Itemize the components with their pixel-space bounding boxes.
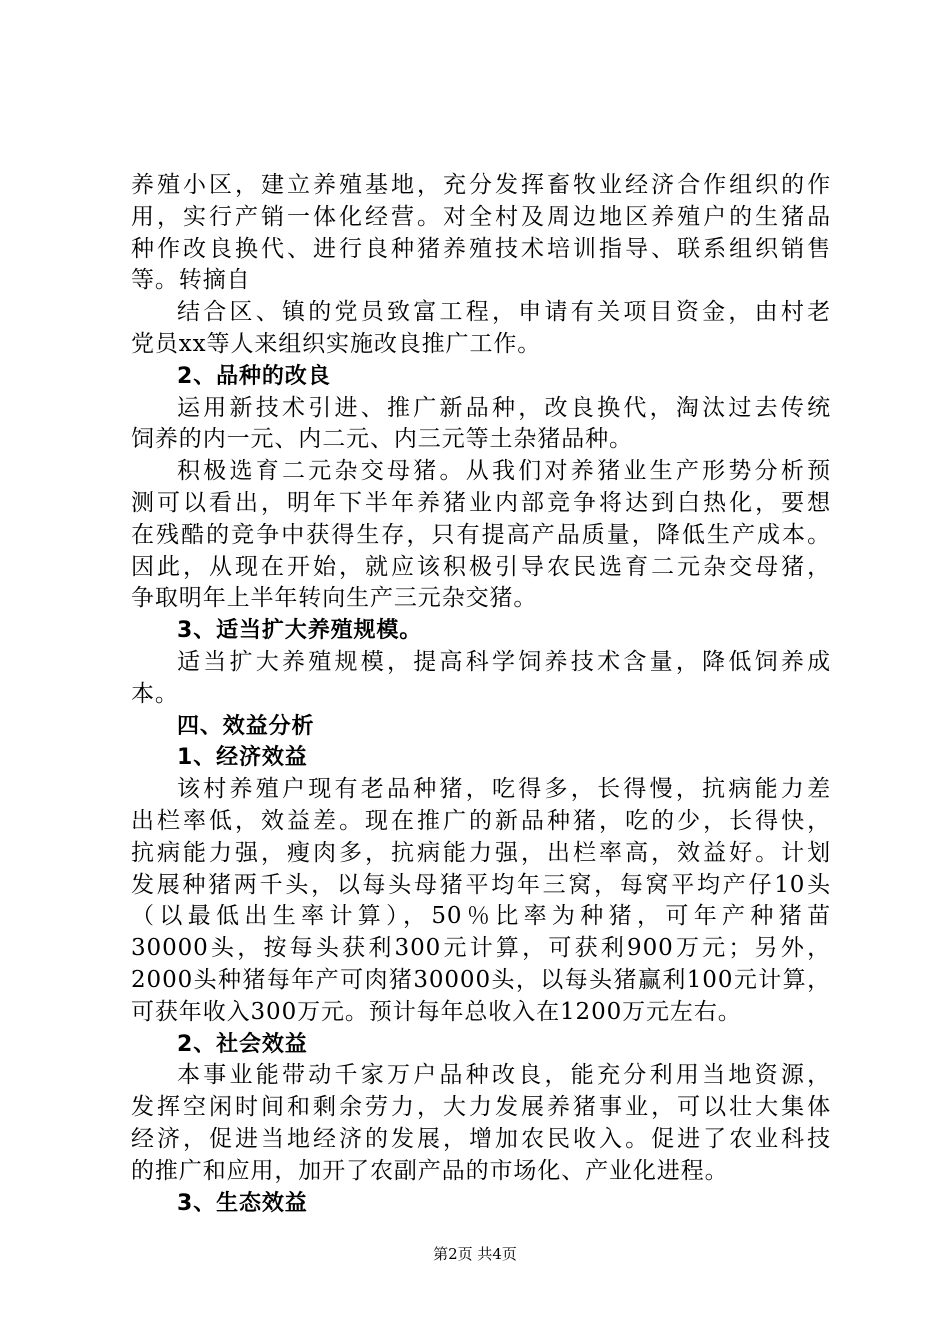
paragraph-line: 结合区、镇的党员致富工程，申请有关项目资金，由村老 [177,299,831,326]
section-heading: 1、经济效益 [177,745,308,771]
paragraph-line: 饲养的内一元、内二元、内三元等土杂猪品种。 [131,426,633,453]
paragraph-line: 因此，从现在开始，就应该积极引导农民选育二元杂交母猪， [131,553,831,580]
paragraph-line: 可获年收入300万元。预计每年总收入在1200万元左右。 [131,998,742,1025]
paragraph-line: 争取明年上半年转向生产三元杂交猪。 [131,585,538,612]
paragraph-line: 党员xx等人来组织实施改良推广工作。 [131,330,542,357]
section-heading: 四、效益分析 [177,713,315,739]
paragraph-line: 该村养殖户现有老品种猪，吃得多，长得慢，抗病能力差 [177,776,831,803]
page-number-footer: 第2页 共4页 [433,1245,517,1263]
paragraph-line: 发挥空闲时间和剩余劳力，大力发展养猪事业，可以壮大集体 [131,1094,831,1121]
paragraph-line: 抗病能力强，瘦肉多，抗病能力强，出栏率高，效益好。计划 [131,839,831,866]
paragraph-line: 本。 [131,680,179,707]
paragraph-line: 种作改良换代、进行良种猪养殖技术培训指导、联系组织销售 [131,235,831,262]
paragraph-line: 运用新技术引进、推广新品种，改良换代，淘汰过去传统 [177,394,831,421]
paragraph-line: 等。转摘自 [131,267,251,294]
paragraph-line: 出栏率低，效益差。现在推广的新品种猪，吃的少，长得快， [131,807,831,834]
section-heading: 2、社会效益 [177,1031,308,1057]
paragraph-line: 的推广和应用，加开了农副产品的市场化、产业化进程。 [131,1157,729,1184]
paragraph-line: 用，实行产销一体化经营。对全村及周边地区养殖户的生猪品 [131,203,831,230]
section-heading: 3、适当扩大养殖规模。 [177,618,423,644]
paragraph-line: 发展种猪两千头，以每头母猪平均年三窝，每窝平均产仔10头 [131,871,831,898]
section-heading: 3、生态效益 [177,1190,308,1216]
document-body [131,170,831,1219]
paragraph-line: 本事业能带动千家万户品种改良，能充分利用当地资源， [177,1062,831,1089]
paragraph-line: 测可以看出，明年下半年养猪业内部竞争将达到白热化，要想 [131,489,831,516]
paragraph-line: 养殖小区，建立养殖基地，充分发挥畜牧业经济合作组织的作 [131,172,831,198]
paragraph-line: （以最低出生率计算），50％比率为种猪，可年产种猪苗 [131,903,831,930]
paragraph-line: 积极选育二元杂交母猪。从我们对养猪业生产形势分析预 [177,458,831,485]
paragraph-line: 30000头，按每头获利300元计算，可获利900万元；另外， [131,935,831,962]
paragraph-line: 适当扩大养殖规模，提高科学饲养技术含量，降低饲养成 [177,648,831,675]
paragraph-line: 经济，促进当地经济的发展，增加农民收入。促进了农业科技 [131,1125,831,1152]
section-heading: 2、品种的改良 [177,363,331,389]
paragraph-line: 2000头种猪每年产可肉猪30000头，以每头猪赢利100元计算， [131,966,831,993]
paragraph-line: 在残酷的竞争中获得生存，只有提高产品质量，降低生产成本。 [131,521,831,548]
